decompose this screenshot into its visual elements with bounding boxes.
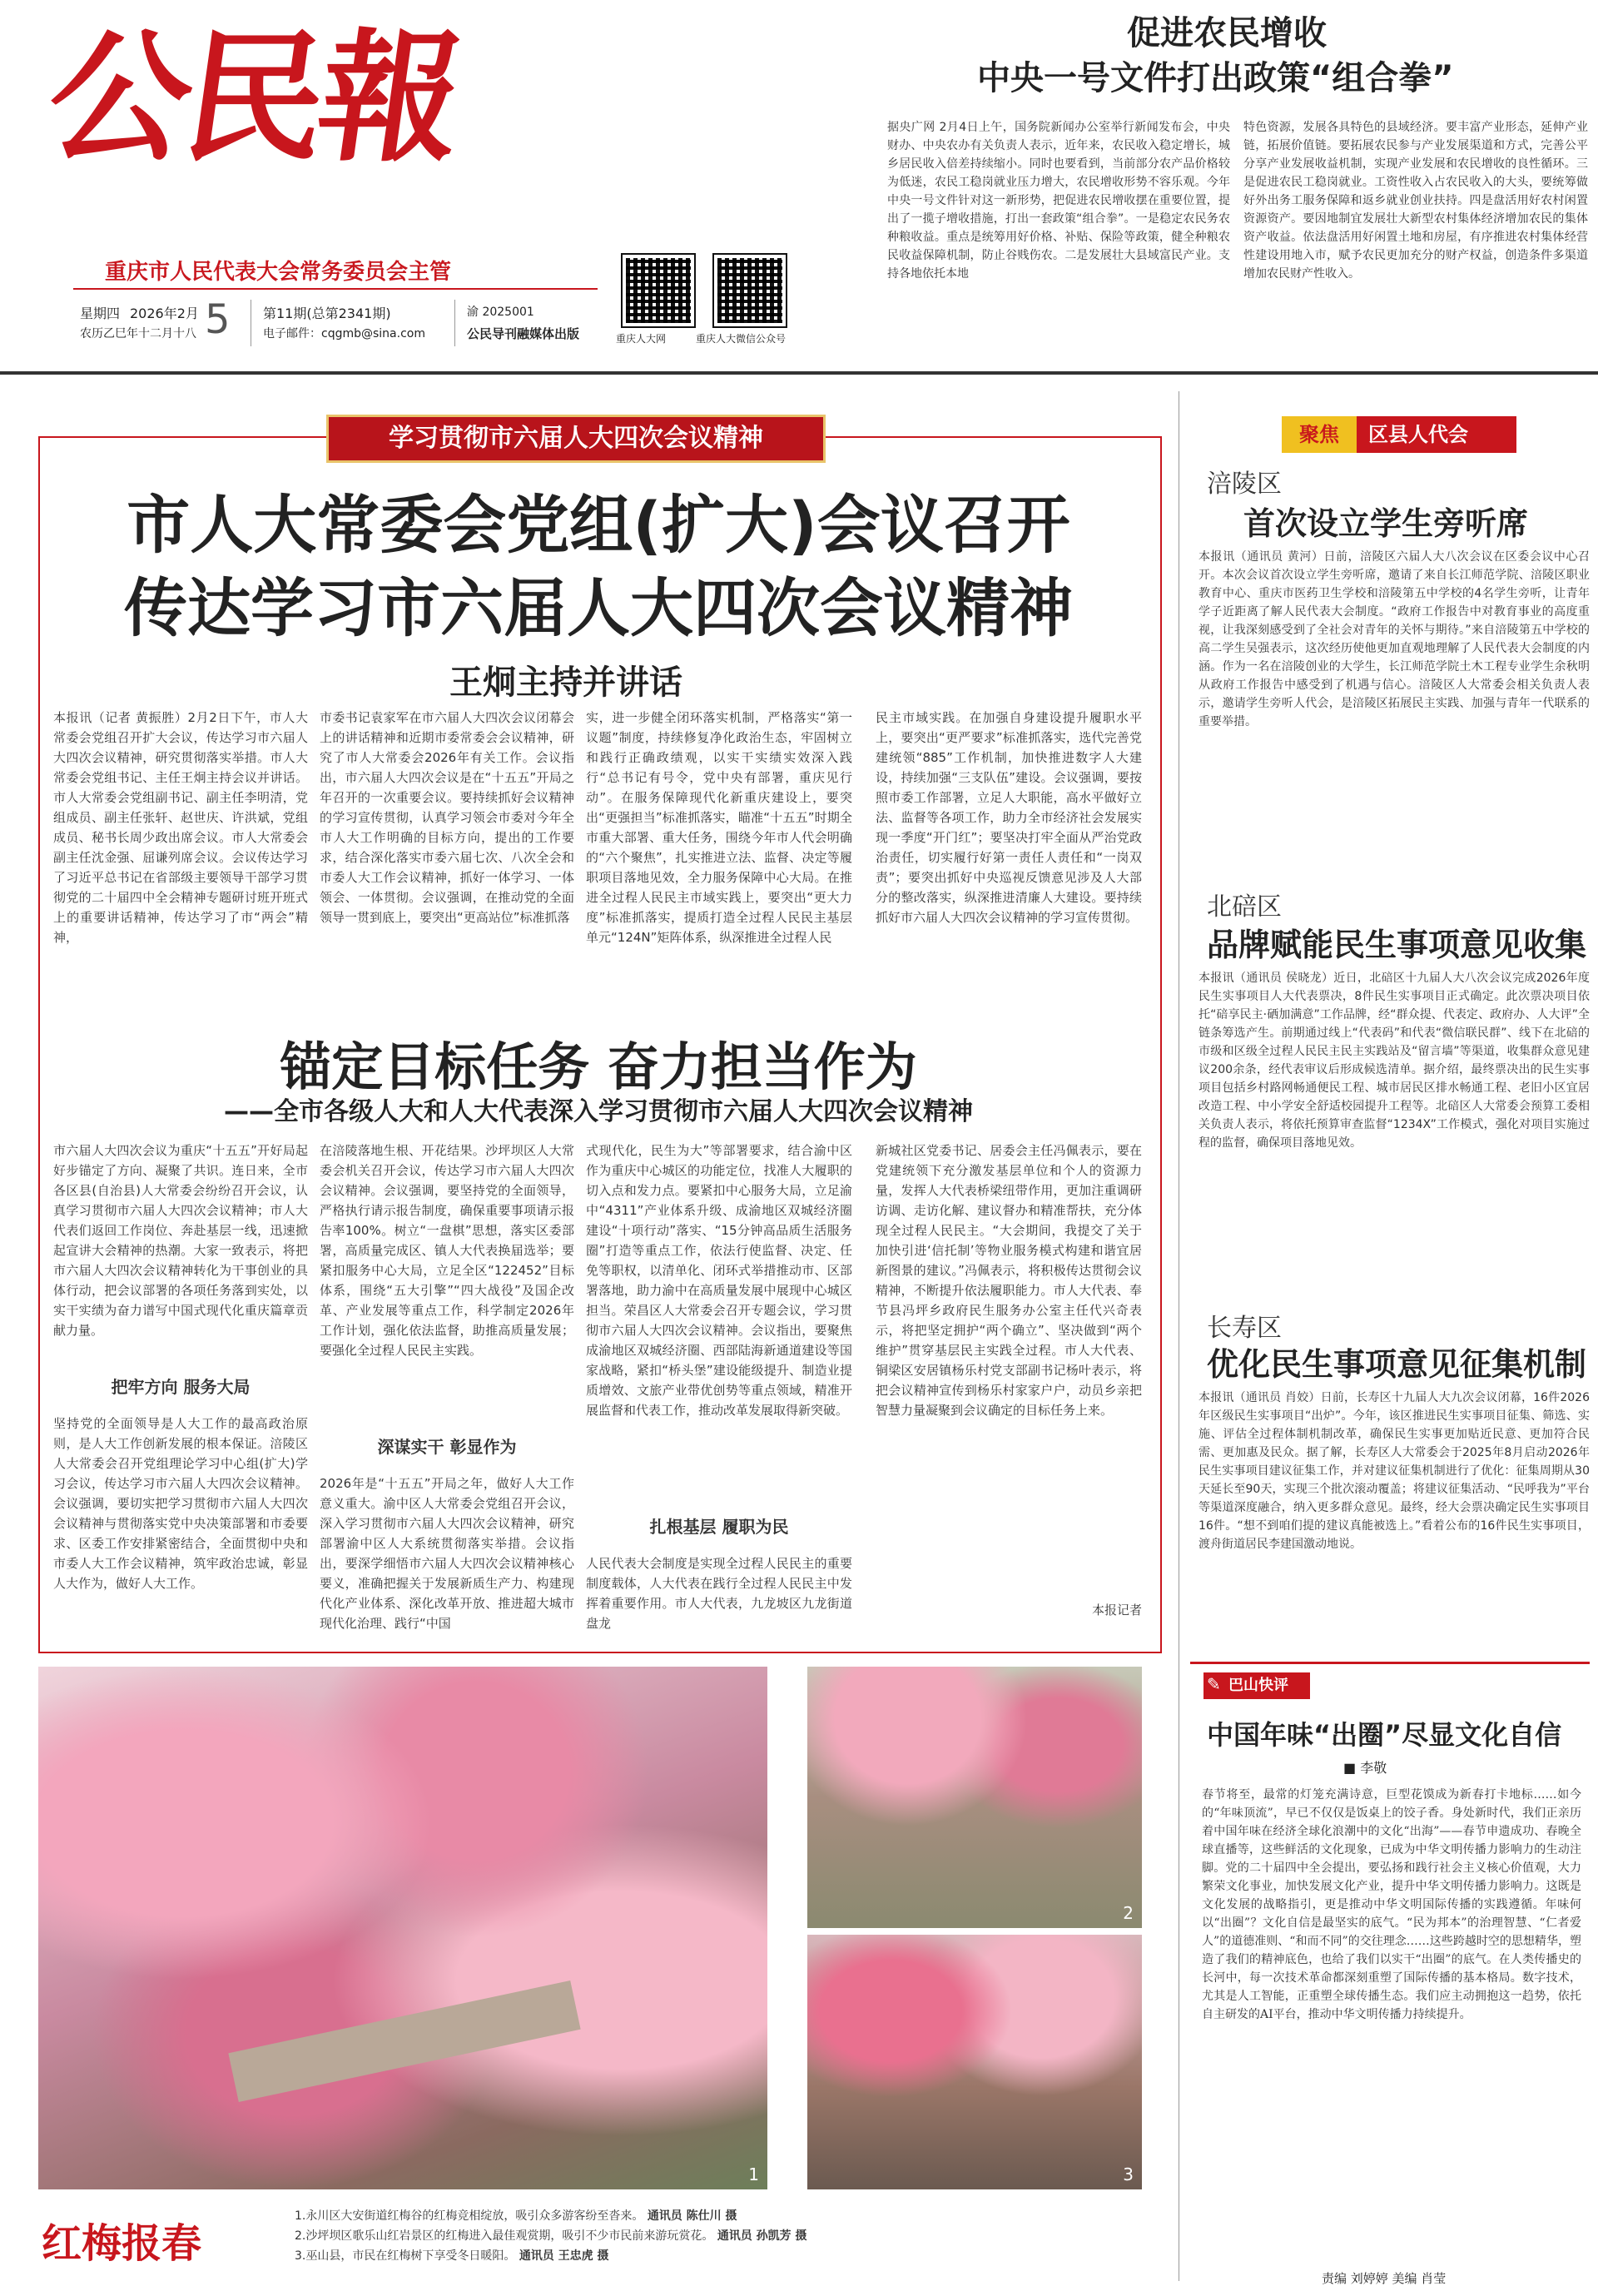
second-col2b-text: 2026年是“十五五”开局之年，做好人大工作意义重大。渝中区人大常委会党组召开会议，深入学习贯彻市六届人大四次会议精神，研究部署渝中区人大系统贯彻落实举措。会议指出，要深学细悟市六届人大四次会议精神核心要义，准确把握关于发展新质生产力、构建现代化产业体系、深化改革开放、推进超大城市现代化治理、践行“中国 [320,1476,574,1631]
issue-number: 第11期(总第2341期) [263,306,391,321]
main-subhead: 王炯主持并讲话 [449,663,682,702]
qr-label-website: 重庆人大网 [616,333,667,345]
cn-number: 渝 2025001 [467,306,534,319]
day-number: 5 [205,296,231,343]
second-headline: 锚定目标任务 奋力担当作为 [280,1036,917,1097]
second-col3-text: 式现代化，民生为大”等部署要求，结合渝中区作为重庆中心城区的功能定位，找准人大履职的切入点和发力点。要紧扣中心服务大局，立足渝中“4311”产业体系升级、成渝地区双城经济圈建设“十项行动”落实、“15分钟高品质生活服务圈”打造等重点工作，依法行使监督、决定、任免等职权，以清单化、闭环式举措推动市、区部署落地，助力渝中在高质量发展中展现中心城区担当。荣昌区人大常委会召开专题会议，学习贯彻市六届人大四次会议精神。会议指出，要聚焦成渝地区双城经济圈、西部陆海新通道建设等国家战略，紧扣“桥头堡”建设能级提升、制造业提质增效、文旅产业带优创势等重点领域，精准开展监督和代表工作，推动改革发展取得新突破。 [586,1143,852,1418]
publisher: 公民导刊融媒体出版 [467,326,580,341]
second-col3b-text: 人民代表大会制度是实现全过程人民民主的重要制度载体，人大代表在践行全过程人民民主中发挥着重要作用。市人大代表，九龙坡区九龙街道盘龙 [586,1556,852,1631]
focus-label-b: 区县人代会 [1368,423,1468,446]
top-headline-1: 促进农民增收 [1127,14,1327,52]
photo-path [228,1980,580,2102]
comment-tag-text: 巴山快评 [1228,1677,1288,1694]
editor-credit: 责编 刘婷婷 美编 肖莹 [1322,2271,1447,2286]
divider [454,300,455,346]
comment-box [1190,1662,1590,2272]
section-banner [326,415,826,463]
photo-3-number: 3 [1123,2164,1134,2184]
s2-body: 本报讯（通讯员 侯晓龙）近日，北碚区十九届人大八次会议完成2026年度民生实事项目人大代表票决，8件民生实事项目正式确定。此次票决项目依托“碚享民主·硒加满意”工作品牌，经“群众提、代表定、政府办、人大评”全链条筹选产生。前期通过线上“代表码”和代表“微信联民群”、线下在北碚的市级和区级全过程人民民主民主实践站及“留言墙”等渠道，收集群众意见建议200余条，经代表审议后形成候选清单。据介绍，最终票决出的民生实事项目包括乡村路网畅通便民工程、城市居民区排水畅通工程、老旧小区宜居改造工程、中小学安全舒适校园提升工程等。北碚区人大常委会预算工委相关负责人表示，将依托预算审查监督“1234X”工作模式，强化对项目实施过程的监督，确保项目落地见效。 [1198,972,1590,1150]
second-col2 [320,1141,574,1640]
section-banner-text: 学习贯彻市六届人大四次会议精神 [389,424,763,453]
masthead-sponsor: 重庆市人民代表大会常务委员会主管 [105,260,452,285]
second-col1 [53,1141,308,1640]
second-col1-text: 市六届人大四次会议为重庆“十五五”开好局起好步锚定了方向、凝聚了共识。连日来，全市各区县(自治县)人大常委会纷纷召开会议，认真学习贯彻市六届人大四次会议精神；市人大代表们返回工作岗位、奔赴基层一线，迅速掀起宣讲大会精神的热潮。大家一致表示，将把市六届人大四次会议精神转化为干事创业的具体行动，把会议部署的各项任务落到实处，以实干实绩为奋力谱写中国式现代化重庆篇章贡献力量。 [53,1143,308,1338]
weekday: 星期四 [80,306,121,321]
top-headline-2: 中央一号文件打出政策“组合拳” [977,59,1454,97]
second-col4-text: 新城社区党委书记、居委会主任冯佩表示，要在党建统领下充分激发基层单位和个人的资源力量，发挥人大代表桥梁纽带作用，更加注重调研访调、走访化解、建议督办和精准帮扶，充分体现全过程人民民主。“大会期间，我提交了关于加快引进‘信托制’等物业服务模式构建和谐宜居新图景的建议。”冯佩表示，将积极传达贯彻会议精神，不断提升依法履职能力。市人大代表、奉节县冯坪乡政府民生服务办公室主任代兴奇表示，将把坚定拥护“两个确立”、坚决做到“两个维护”贯穿基层民主实践全过程。市人大代表、铜梁区安居镇杨乐村党支部副书记杨叶表示，将把会议精神宣传到杨乐村家家户户，动员乡亲把智慧力量凝聚到会议确定的目标任务上来。 [876,1143,1142,1418]
photo-section-title: 红梅报春 [42,2220,202,2267]
photo-captions [295,2206,1152,2266]
s3-body: 本报讯（通讯员 肖姣）日前，长寿区十九届人大九次会议闭幕，16件2026年区级民生实事项目“出炉”。今年，该区推进民生实事项目征集、筛选、实施、评估全过程体制机制改革，确保民生实事更加贴近民意、更加符合民需、更加惠及民众。据了解，长寿区人大常委会于2025年8月启动2026年民生实事项目建议征集工作，并对建议征集机制进行了优化：征集周期从30天延长至90天，实现三个批次滚动覆盖；将建议征集活动、“民呼我为”平台等渠道深度融合，纳入更多群众意见。最终，经大会票决确定民生实事项目16件。“想不到咱们提的建议真能被选上。”看着公布的16件民生实事项目，渡舟街道居民李建国激动地说。 [1198,1391,1590,1551]
s2-title: 品牌赋能民生事项意见收集 [1207,927,1587,963]
caption-3: 3.巫山县，市民在红梅树下享受冬日暖阳。 通讯员 王忠虎 摄 [295,2249,609,2263]
main-col4: 民主市域实践。在加强自身建设提升履职水平上，要突出“更严要求”标准抓落实，选代完善党建统领“885”工作机制，加快推进数字人大建设，持续加强“三支队伍”建设。会议强调，要按照市委工作部署，立足人大职能，高水平做好立法、监督等各项工作，助力全市经济社会发展实现一季度“开门红”；要坚决打牢全面从严治党政治责任，切实履行好第一责任人责任和“一岗双责”；要突出抓好中央巡视反馈意见涉及人大部分的整改落实，纵深推进清廉人大建设。要持续抓好市六届人大四次会议精神的学习宣传贯彻。 [876,710,1142,925]
s3-title: 优化民生事项意见征集机制 [1207,1346,1587,1383]
main-col3: 实，进一步健全闭环落实机制，严格落实“第一议题”制度，持续修复净化政治生态，牢固树立和践行正确政绩观，以实干实绩实效深入践行“总书记有号令，党中央有部署，重庆见行动”。在服务保障现代化新重庆建设上，要突出“更强担当”标准抓落实，瞄准“十五五”时期全市重大部署、重大任务，围绕今年市人代会明确的“六个聚焦”，扎实推进立法、监督、决定等履职项目落地见效，全力服务保障中心大局。在推进全过程人民民主市域实践上，要突出“更大力度”标准抓落实，提质打造全过程人民民主基层单元“124N”矩阵体系，纵深推进全过程人民 [586,710,852,945]
top-story-col2: 特色资源，发展各具特色的县域经济。要丰富产业形态，延伸产业链，拓展价值链。要拓展农民参与产业发展渠道和方式，完善公平分享产业发展收益机制，实现产业发展和农民增收的良性循环。三是促进农民工稳岗就业。工资性收入占农民收入的大头，要统筹做好外出务工服务保障和返乡就业创业扶持。四是盘活用好农村闲置资源资产。要因地制宜发展壮大新型农村集体经济增加农民的集体资产收益。依法盘活用好闲置土地和房屋，有序推进农村集体经营性建设用地入市，赋予农民更加充分的财产权益，创造条件多渠道增加农民财产性收入。 [1243,121,1588,281]
caption-1: 1.永川区大安街道红梅谷的红梅竞相绽放，吸引众多游客纷至沓来。 通讯员 陈仕川 摄 [295,2209,737,2223]
main-headline-2: 传达学习市六届人大四次会议精神 [124,571,1073,645]
s1-title: 首次设立学生旁听席 [1243,505,1529,542]
qr-code-website [623,255,694,326]
lunar-date: 农历乙巳年十二月十八 [80,327,196,340]
comment-tag [1203,1672,1310,1699]
logo-text: 公民報 [37,15,467,181]
photo-2 [807,1667,1142,1928]
s3-place: 长寿区 [1207,1314,1282,1343]
second-col1-subhead: 把牢方向 服务大局 [111,1377,251,1397]
comment-title: 中国年味“出圈”尽显文化自信 [1207,1719,1562,1751]
qr-label-wechat: 重庆人大微信公众号 [696,333,787,345]
comment-body: 春节将至，最常的灯笼充满诗意，巨型花馍成为新春打卡地标……如今的“年味顶流”，早已不仅仅是饭桌上的饺子香。身处新时代，我们正亲历着中国年味在经济全球化浪潮中的文化“出海”——春节申遗成功、春晚全球直播等，这些鲜活的文化现象，已成为中华文明传播力影响力的生动注脚。党的二十届四中全会提出，要弘扬和践行社会主义核心价值观，大力繁荣文化事业，加快发展文化产业，提升中华文明传播力影响力。这既是文化发展的战略指引，更是推动中华文明国际传播的实践遵循。年味何以“出圈”？文化自信是最坚实的底气。“民为邦本”的治理智慧、“仁者爱人”的道德准则、“和而不同”的交往理念……这些跨越时空的思想精华，塑造了我们的精神底色，也给了我们以实干“出圈”的底气。在人类传播史的长河中，每一次技术革命都深刻重塑了国际传播的基本格局。数字技术，尤其是人工智能，正重塑全球传播生态。我们应主动拥抱这一趋势，依托自主研发的AI平台，推动中华文明传播力持续提升。 [1202,1788,1581,2021]
second-col1b-text: 坚持党的全面领导是人大工作的最高政治原则，是人大工作创新发展的根本保证。涪陵区人大常委会召开党组理论学习中心组(扩大)学习会议，传达学习市六届人大四次会议精神。会议强调，要切实把学习贯彻市六届人大四次会议精神与贯彻落实党中央决策部署和市委要求、区委工作安排紧密结合，全面贯彻中央和市委人大工作会议精神，筑牢政治忠诚，彰显人大作为，做好人大工作。 [53,1416,308,1591]
second-col3 [586,1141,852,1640]
focus-label: 聚焦 [1282,416,1357,453]
main-col1: 本报讯（记者 黄振胜）2月2日下午，市人大常委会党组召开扩大会议，传达学习市六届人大四次会议精神，研究贯彻落实举措。市人大常委会党组书记、主任王炯主持会议并讲话。市人大常委会党组副书记、副主任李明清，党组成员、副主任张轩、赵世庆、许洪斌，党组成员、秘书长周少政出席会议。市人大常委会副主任沈金强、屈谦列席会议。会议传达学习了习近平总书记在省部级主要领导干部学习贯彻党的二十届四中全会精神专题研讨班开班式上的重要讲话精神，传达学习了市“两会”精神， [53,710,308,945]
pen-icon: ✎ [1207,1674,1221,1694]
focus-banner [1282,416,1516,453]
second-col3-subhead: 扎根基层 履职为民 [649,1517,789,1537]
second-col2-text: 在涪陵落地生根、开花结果。沙坪坝区人大常委会机关召开会议，传达学习市六届人大四次会议精神。会议强调，要坚持党的全面领导，严格执行请示报告制度，确保重要事项请示报告率100%。树立“一盘棋”思想，落实区委部署，高质量完成区、镇人大代表换届选举；要紧扣服务中心大局，立足全区“122452”目标体系，围绕“五大引擎”“四大战役”及国企改革、产业发展等重点工作，科学制定2026年工作计划，强化依法监督，助推高质量发展；要强化全过程人民民主实践。 [320,1143,574,1358]
top-rule [0,371,1598,375]
s1-place: 涪陵区 [1207,470,1282,499]
email: 电子邮件：cqgmb@sina.com [263,327,425,340]
masthead-rule [73,288,598,290]
photo-1-number: 1 [748,2164,759,2184]
s2-place: 北碚区 [1207,892,1282,922]
photo-3 [807,1935,1142,2189]
photo-1 [38,1667,767,2189]
s1-body: 本报讯（通讯员 黄河）日前，涪陵区六届人大八次会议在区委会议中心召开。本次会议首次设立学生旁听席，邀请了来自长江师范学院、涪陵区职业教育中心、重庆市医药卫生学校和涪陵第五中学校的4名学生旁听，让青年学子近距离了解人民代表大会制度。“政府工作报告中对教育事业的高度重视，让我深刻感受到了全社会对青年的关怀与期待。”来自涪陵第五中学校的高二学生吴强表示，这次经历使他更加直观地理解了人民代表大会制度的内涵。作为一名在涪陵创业的大学生，长江师范学院土木工程专业学生余秋明从政府工作报告中感受到了机遇与信心。涪陵区人大常委会相关负责人表示，邀请学生旁听人代会，是涪陵区拓展民主实践、加强与青年一代联系的重要举措。 [1198,550,1590,728]
second-col4-byline: 本报记者 [1091,1603,1142,1618]
main-col2: 市委书记袁家军在市六届人大四次会议闭幕会上的讲话精神和近期市委常委会会议精神，研究了市人大常委会2026年有关工作。会议指出，市六届人大四次会议是在“十五五”开局之年召开的一次重要会议。要持续抓好会议精神的学习宣传贯彻，认真学习领会市委对今年全市人大工作明确的目标方向，提出的工作要求，结合深化落实市委六届七次、八次全会和市委人大工作会议精神，抓好一体学习、一体领会、一体贯彻。会议强调，在推动党的全面领导一贯到底上，要突出“更高站位”标准抓落 [320,710,574,925]
second-col4 [876,1141,1142,1640]
comment-author: ■ 李敬 [1343,1760,1387,1776]
main-headline-1: 市人大常委会党组(扩大)会议召开 [127,488,1070,562]
masthead-logo [37,15,516,181]
caption-2: 2.沙坪坝区歌乐山红岩景区的红梅进入最佳观赏期，吸引不少市民前来游玩赏花。 通讯员 孙凯芳 摄 [295,2229,807,2243]
date-block [80,296,613,350]
date: 2026年2月 [130,306,199,321]
second-col2-subhead: 深谋实干 彰显作为 [377,1437,517,1457]
top-story-col1: 据央广网 2月4日上午，国务院新闻办公室举行新闻发布会，中央财办、中央农办有关负责人表示，近年来，农民收入稳定增长，城乡居民收入倍差持续缩小。同时也要看到，当前部分农产品价格较为低迷，农民工稳岗就业压力增大，农民增收形势不容乐观。今年中央一号文件针对这一新形势，把促进农民增收摆在重要位置，提出了一揽子增收措施，打出一套政策“组合拳”。一是稳定农民务农种粮收益。重点是统筹用好价格、补贴、保险等政策，健全种粮农民收益保障机制，防止谷贱伤农。二是发展壮大县域富民产业。支持各地依托本地 [887,121,1230,281]
qr-code-wechat [714,255,786,326]
photo-2-number: 2 [1123,1903,1134,1923]
second-subhead: ——全市各级人大和人大代表深入学习贯彻市六届人大四次会议精神 [224,1097,973,1126]
